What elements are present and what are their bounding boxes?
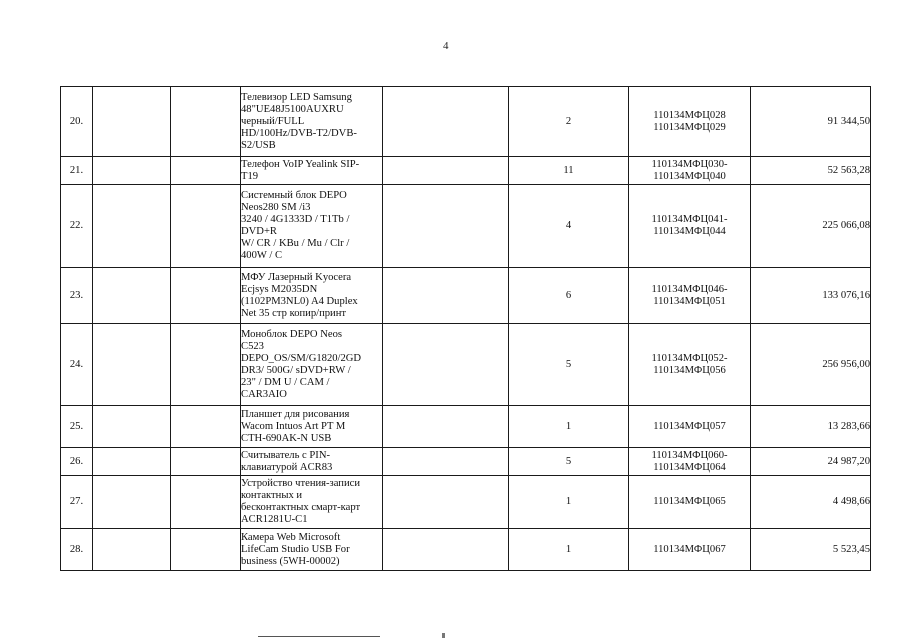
item-name: Камера Web Microsoft LifeCam Studio USB For business (5WH-00002)	[241, 529, 383, 571]
empty-cell	[383, 268, 509, 324]
empty-cell	[383, 476, 509, 529]
empty-cell	[383, 324, 509, 406]
inventory-numbers: 110134МФЦ065	[629, 476, 751, 529]
inventory-numbers: 110134МФЦ041- 110134МФЦ044	[629, 185, 751, 268]
row-number: 21.	[61, 157, 93, 185]
empty-cell	[383, 406, 509, 448]
item-cost: 133 076,16	[751, 268, 871, 324]
item-cost: 24 987,20	[751, 448, 871, 476]
empty-cell	[93, 529, 171, 571]
table-row	[61, 324, 871, 406]
row-number: 22.	[61, 185, 93, 268]
empty-cell	[383, 448, 509, 476]
item-cost: 13 283,66	[751, 406, 871, 448]
item-cost: 91 344,50	[751, 87, 871, 157]
empty-cell	[171, 87, 241, 157]
inventory-numbers: 110134МФЦ030- 110134МФЦ040	[629, 157, 751, 185]
table-row	[61, 185, 871, 268]
row-number: 28.	[61, 529, 93, 571]
inventory-table	[60, 86, 871, 571]
item-cost: 256 956,00	[751, 324, 871, 406]
item-name: МФУ Лазерный Kyocera Ecjsys M2035DN (1102PM3NL0) A4 Duplex Net 35 стр копир/принт	[241, 268, 383, 324]
item-quantity: 5	[509, 324, 629, 406]
inventory-numbers: 110134МФЦ046- 110134МФЦ051	[629, 268, 751, 324]
empty-cell	[93, 406, 171, 448]
table-row	[61, 529, 871, 571]
item-name: Устройство чтения-записи контактных и бесконтактных смарт-карт ACR1281U-C1	[241, 476, 383, 529]
item-cost: 4 498,66	[751, 476, 871, 529]
item-quantity: 4	[509, 185, 629, 268]
item-name: Системный блок DEPO Neos280 SM /i3 3240 / 4G1333D / T1Tb / DVD+R W/ CR / KBu / Mu / Clr / 400W / C	[241, 185, 383, 268]
item-quantity: 1	[509, 529, 629, 571]
empty-cell	[171, 529, 241, 571]
empty-cell	[171, 476, 241, 529]
item-quantity: 1	[509, 406, 629, 448]
empty-cell	[93, 157, 171, 185]
item-quantity: 6	[509, 268, 629, 324]
empty-cell	[171, 448, 241, 476]
empty-cell	[93, 448, 171, 476]
empty-cell	[171, 324, 241, 406]
item-cost: 225 066,08	[751, 185, 871, 268]
empty-cell	[93, 476, 171, 529]
table-row	[61, 476, 871, 529]
item-cost: 52 563,28	[751, 157, 871, 185]
empty-cell	[383, 529, 509, 571]
table-row	[61, 448, 871, 476]
empty-cell	[93, 87, 171, 157]
item-name: Телефон VoIP Yealink SIP- T19	[241, 157, 383, 185]
empty-cell	[171, 157, 241, 185]
inventory-numbers: 110134МФЦ028 110134МФЦ029	[629, 87, 751, 157]
empty-cell	[383, 157, 509, 185]
table-row	[61, 87, 871, 157]
item-quantity: 2	[509, 87, 629, 157]
empty-cell	[93, 268, 171, 324]
empty-cell	[171, 406, 241, 448]
table-row	[61, 406, 871, 448]
inventory-numbers: 110134МФЦ057	[629, 406, 751, 448]
bottom-mark	[442, 633, 445, 638]
item-quantity: 11	[509, 157, 629, 185]
empty-cell	[93, 324, 171, 406]
table-row	[61, 157, 871, 185]
row-number: 25.	[61, 406, 93, 448]
item-quantity: 5	[509, 448, 629, 476]
row-number: 26.	[61, 448, 93, 476]
inventory-numbers: 110134МФЦ052- 110134МФЦ056	[629, 324, 751, 406]
empty-cell	[171, 185, 241, 268]
row-number: 23.	[61, 268, 93, 324]
inventory-numbers: 110134МФЦ060- 110134МФЦ064	[629, 448, 751, 476]
empty-cell	[383, 87, 509, 157]
item-cost: 5 523,45	[751, 529, 871, 571]
bottom-rule-line	[258, 636, 380, 637]
table-row	[61, 268, 871, 324]
empty-cell	[171, 268, 241, 324]
page-number: 4	[443, 40, 449, 52]
inventory-numbers: 110134МФЦ067	[629, 529, 751, 571]
item-name: Телевизор LED Samsung 48"UE48J5100AUXRU черный/FULL HD/100Hz/DVB-T2/DVB- S2/USB	[241, 87, 383, 157]
item-name: Считыватель с PIN- клавиатурой ACR83	[241, 448, 383, 476]
item-name: Планшет для рисования Wacom Intuos Art PT M CTH-690AK-N USB	[241, 406, 383, 448]
empty-cell	[383, 185, 509, 268]
row-number: 27.	[61, 476, 93, 529]
row-number: 20.	[61, 87, 93, 157]
item-name: Моноблок DEPO Neos C523 DEPO_OS/SM/G1820/2GD DR3/ 500G/ sDVD+RW / 23" / DM U / CAM / CAR3AIO	[241, 324, 383, 406]
empty-cell	[93, 185, 171, 268]
row-number: 24.	[61, 324, 93, 406]
item-quantity: 1	[509, 476, 629, 529]
